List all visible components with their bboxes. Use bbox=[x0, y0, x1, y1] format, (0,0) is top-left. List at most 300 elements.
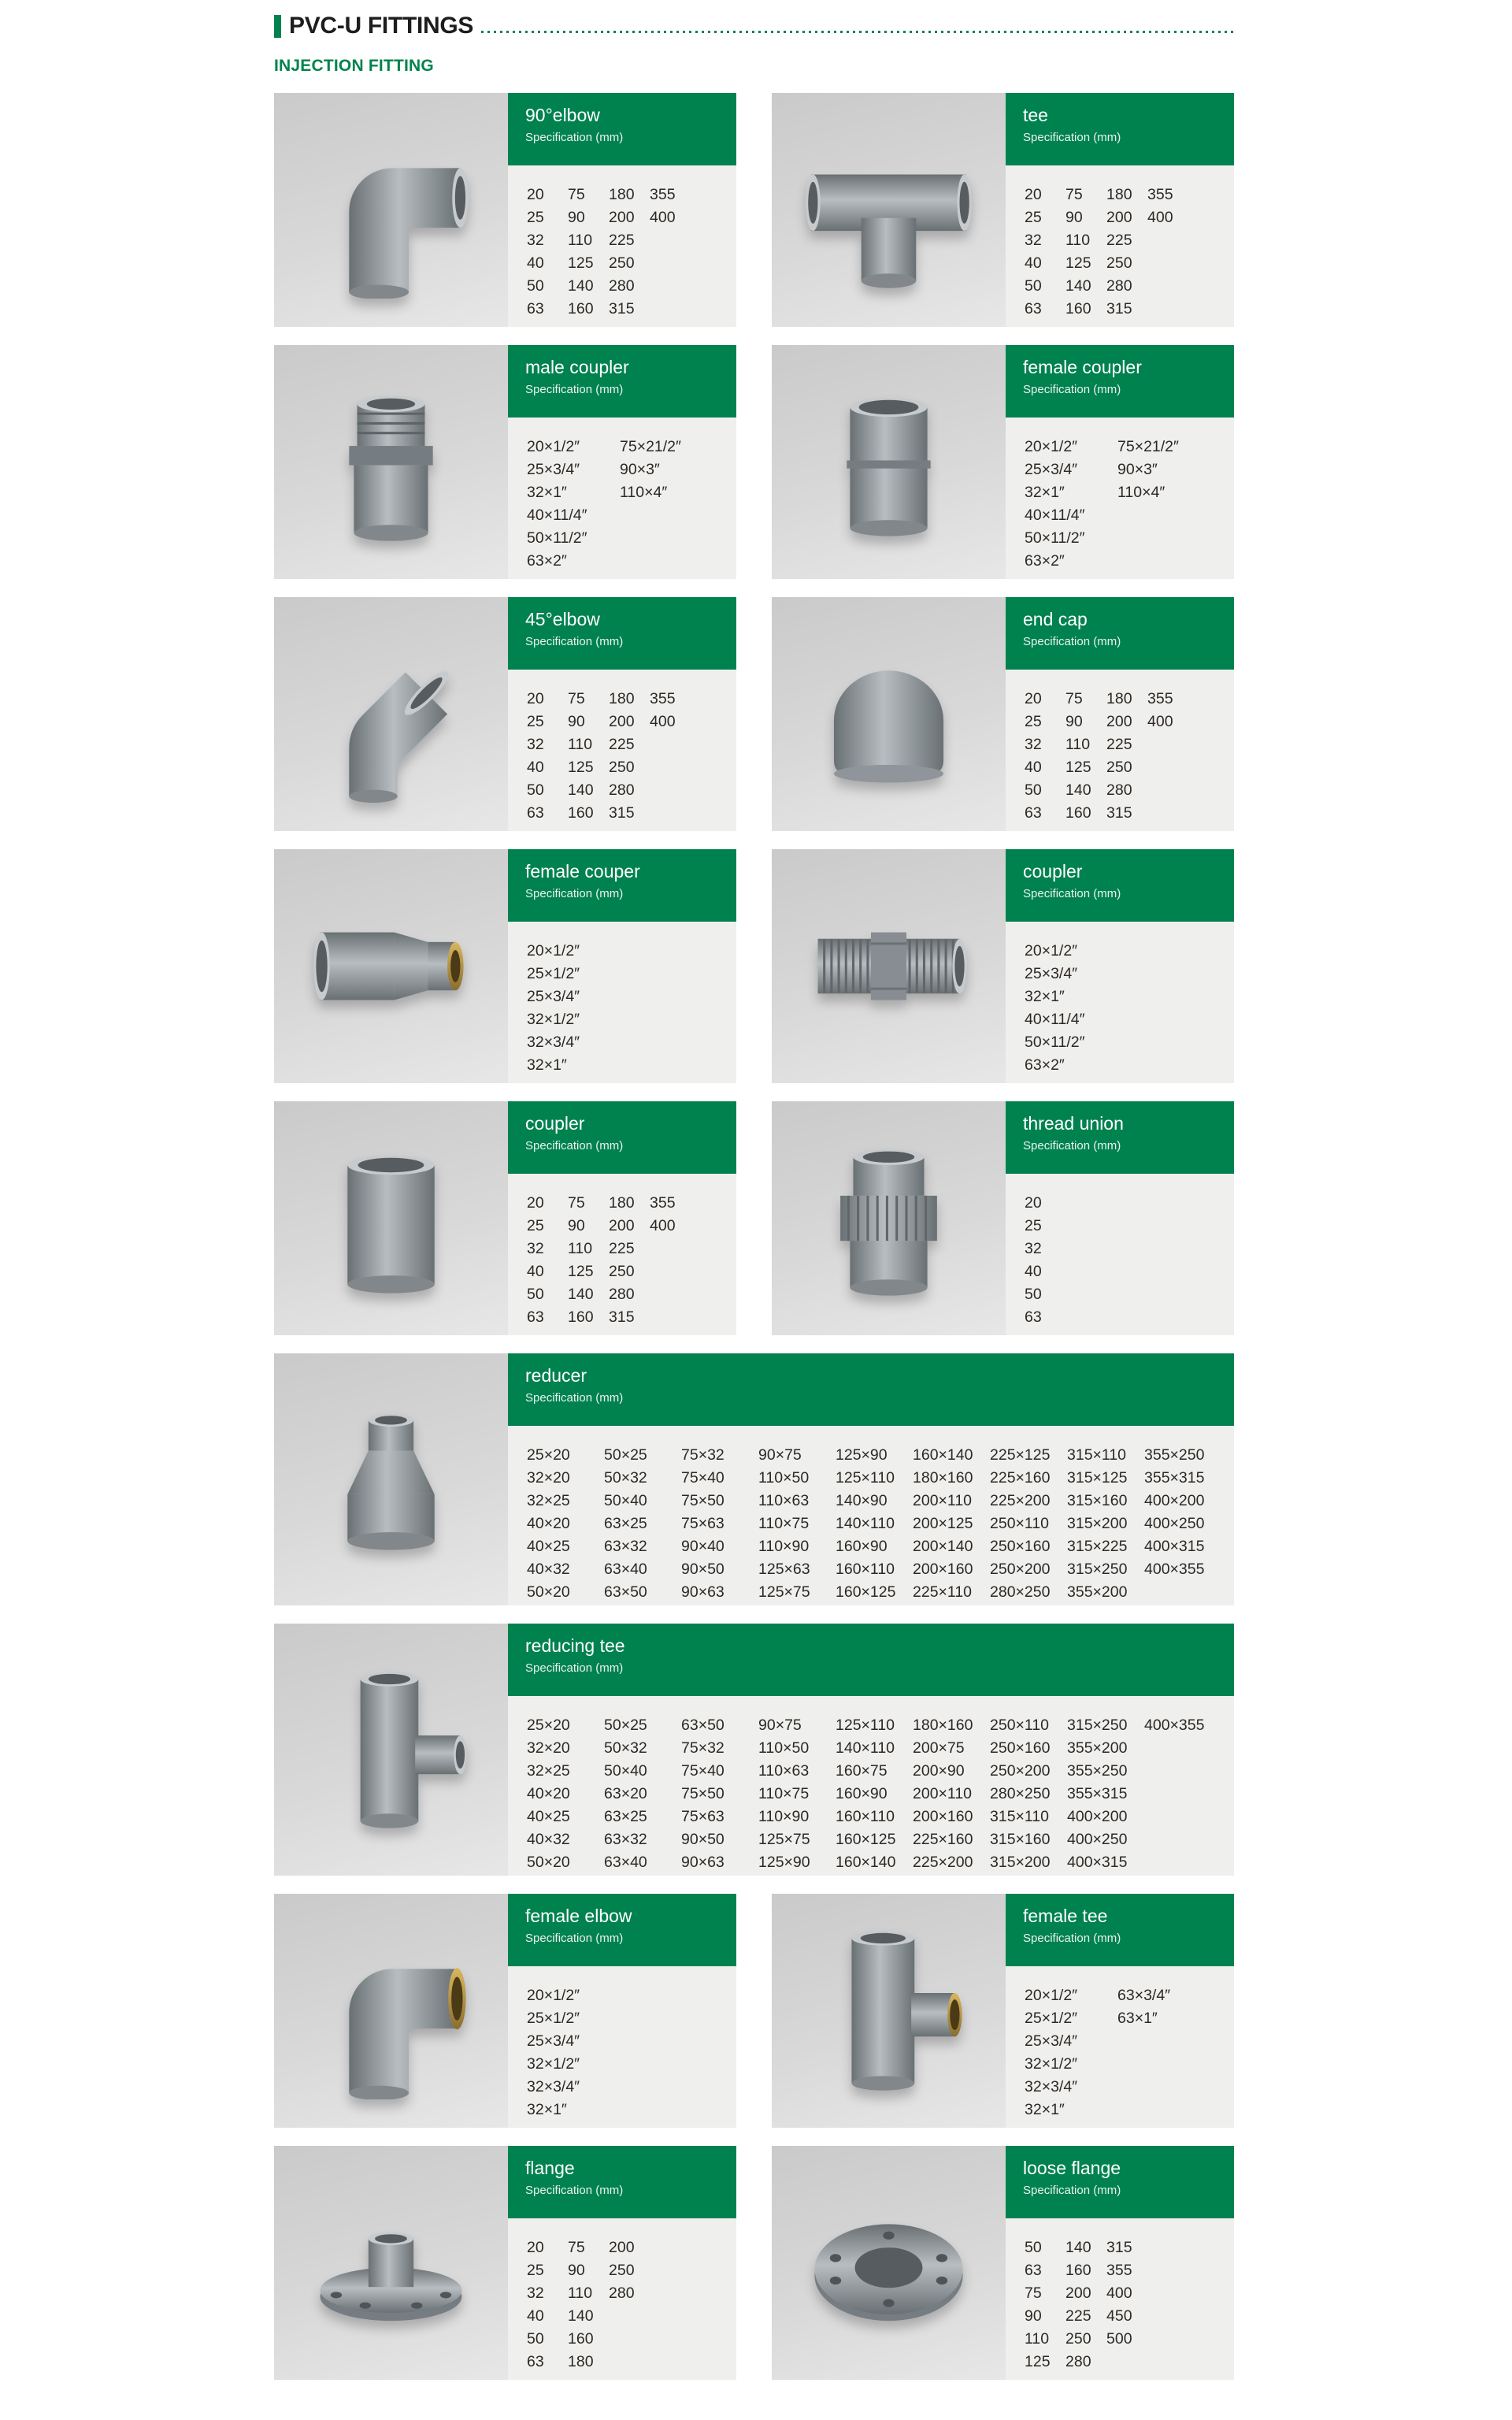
product-title: coupler bbox=[525, 1113, 585, 1134]
spec-value: 40×25 bbox=[527, 1808, 570, 1825]
spec-value: 315×160 bbox=[1067, 1492, 1128, 1509]
title-row bbox=[274, 13, 1234, 39]
spec-column bbox=[609, 2236, 645, 2305]
spec-column bbox=[1117, 1984, 1206, 2030]
spec-subtitle: Specification (mm) bbox=[1023, 2184, 1121, 2197]
spec-value: 400×315 bbox=[1144, 1538, 1205, 1555]
spec-value: 250×110 bbox=[990, 1717, 1050, 1734]
spec-value: 40×11/4″ bbox=[1025, 507, 1085, 524]
spec-value: 40×32 bbox=[527, 1561, 570, 1578]
product-card bbox=[772, 2146, 1234, 2380]
product-title: 90°elbow bbox=[525, 105, 600, 125]
spec-column bbox=[1025, 1984, 1113, 2121]
spec-value: 315×110 bbox=[1067, 1446, 1127, 1464]
spec-value: 125×110 bbox=[836, 1469, 895, 1487]
spec-value: 110×90 bbox=[758, 1538, 810, 1555]
spec-value: 225×200 bbox=[990, 1492, 1051, 1509]
spec-value: 50×25 bbox=[604, 1446, 647, 1464]
spec-column bbox=[650, 1192, 686, 1238]
spec-value: 280×250 bbox=[990, 1785, 1051, 1802]
spec-value: 75×32 bbox=[681, 1739, 724, 1757]
spec-value: 110 bbox=[568, 1240, 593, 1257]
spec-header bbox=[1006, 2146, 1234, 2218]
spec-value: 400 bbox=[1106, 2285, 1132, 2302]
female-tee-image bbox=[800, 1922, 977, 2099]
spec-value: 160 bbox=[568, 1308, 594, 1326]
product-card bbox=[772, 1894, 1234, 2128]
spec-column bbox=[527, 688, 563, 825]
spec-column bbox=[1065, 184, 1102, 321]
spec-value: 90×63 bbox=[681, 1583, 724, 1601]
spec-header bbox=[508, 1894, 736, 1966]
spec-value: 110×75 bbox=[758, 1515, 810, 1532]
spec-table bbox=[508, 2218, 736, 2380]
elbow-45-image bbox=[274, 597, 508, 831]
spec-value: 25×3/4″ bbox=[1025, 2032, 1078, 2050]
spec-panel bbox=[508, 849, 736, 1083]
spec-value: 400×315 bbox=[1067, 1854, 1128, 1871]
product-card bbox=[274, 597, 736, 831]
spec-value: 160×140 bbox=[836, 1854, 896, 1871]
spec-value: 32 bbox=[527, 1240, 544, 1257]
spec-value: 225 bbox=[1106, 232, 1132, 249]
spec-value: 50 bbox=[1025, 781, 1042, 799]
spec-value: 140 bbox=[1065, 277, 1091, 295]
page-title: PVC-U FITTINGS bbox=[289, 13, 474, 39]
spec-value: 50×32 bbox=[604, 1469, 647, 1487]
spec-value: 250 bbox=[609, 759, 635, 776]
spec-value: 400×250 bbox=[1144, 1515, 1205, 1532]
spec-value: 50×11/2″ bbox=[527, 529, 587, 547]
spec-value: 63 bbox=[527, 1308, 544, 1326]
spec-value: 20×1/2″ bbox=[527, 438, 580, 455]
spec-value: 315×250 bbox=[1067, 1561, 1128, 1578]
spec-panel bbox=[1006, 1101, 1234, 1335]
spec-value: 32×20 bbox=[527, 1739, 570, 1757]
spec-value: 250 bbox=[1106, 759, 1132, 776]
spec-value: 50×20 bbox=[527, 1583, 570, 1601]
spec-value: 160×140 bbox=[913, 1446, 973, 1464]
spec-value: 40 bbox=[1025, 254, 1042, 272]
spec-column bbox=[1025, 1192, 1061, 1329]
spec-value: 90 bbox=[568, 1217, 585, 1234]
spec-panel bbox=[508, 1353, 1234, 1605]
spec-column bbox=[681, 1444, 754, 1604]
spec-value: 90×75 bbox=[758, 1717, 802, 1734]
spec-column bbox=[1065, 2236, 1102, 2374]
spec-column bbox=[1106, 184, 1143, 321]
spec-value: 20 bbox=[1025, 690, 1042, 707]
spec-value: 140 bbox=[568, 1286, 594, 1303]
product-card bbox=[772, 849, 1234, 1083]
spec-value: 500 bbox=[1106, 2330, 1132, 2348]
spec-value: 250×200 bbox=[990, 1561, 1051, 1578]
spec-value: 180 bbox=[609, 1194, 635, 1212]
spec-value: 140 bbox=[568, 2307, 594, 2325]
female-couper-image bbox=[274, 849, 508, 1083]
product-card bbox=[772, 597, 1234, 831]
spec-value: 20 bbox=[527, 186, 544, 203]
spec-value: 110 bbox=[568, 736, 593, 753]
spec-value: 50×40 bbox=[604, 1762, 647, 1780]
spec-column bbox=[568, 184, 604, 321]
spec-value: 90×50 bbox=[681, 1831, 724, 1848]
spec-value: 25 bbox=[527, 2262, 544, 2279]
spec-value: 200 bbox=[1106, 713, 1132, 730]
spec-value: 63×50 bbox=[681, 1717, 724, 1734]
spec-value: 25×3/4″ bbox=[1025, 461, 1078, 478]
product-card bbox=[772, 93, 1234, 327]
spec-column bbox=[1117, 436, 1206, 504]
spec-header bbox=[1006, 597, 1234, 670]
spec-value: 315 bbox=[609, 1308, 635, 1326]
loose-flange-image bbox=[800, 2174, 977, 2351]
spec-subtitle: Specification (mm) bbox=[525, 383, 624, 396]
spec-value: 125×75 bbox=[758, 1831, 810, 1848]
spec-value: 125 bbox=[1025, 2353, 1051, 2370]
spec-value: 75 bbox=[568, 1194, 585, 1212]
spec-value: 20×1/2″ bbox=[1025, 438, 1078, 455]
spec-value: 355×250 bbox=[1144, 1446, 1205, 1464]
spec-header bbox=[1006, 93, 1234, 165]
spec-value: 110×4″ bbox=[620, 484, 668, 501]
female-coupler-image bbox=[772, 345, 1006, 579]
spec-value: 315 bbox=[609, 300, 635, 317]
reducer-image bbox=[274, 1353, 508, 1605]
spec-value: 32×1″ bbox=[1025, 484, 1065, 501]
spec-header bbox=[1006, 1101, 1234, 1174]
spec-value: 75×63 bbox=[681, 1515, 724, 1532]
spec-value: 63 bbox=[1025, 1308, 1042, 1326]
spec-value: 280×250 bbox=[990, 1583, 1051, 1601]
spec-value: 75×32 bbox=[681, 1446, 724, 1464]
spec-value: 25 bbox=[1025, 1217, 1042, 1234]
spec-value: 180 bbox=[609, 186, 635, 203]
spec-column bbox=[609, 688, 645, 825]
spec-table bbox=[1006, 2218, 1234, 2380]
spec-panel bbox=[508, 1101, 736, 1335]
spec-subtitle: Specification (mm) bbox=[525, 2184, 624, 2197]
spec-value: 160 bbox=[568, 804, 594, 822]
spec-panel bbox=[1006, 345, 1234, 579]
spec-header bbox=[508, 597, 736, 670]
female-coupler-image bbox=[800, 373, 977, 551]
spec-value: 25 bbox=[1025, 713, 1042, 730]
product-card bbox=[772, 1101, 1234, 1335]
spec-value: 140 bbox=[568, 781, 594, 799]
spec-value: 63×2″ bbox=[1025, 552, 1065, 570]
spec-value: 250 bbox=[1065, 2330, 1091, 2348]
spec-column bbox=[758, 1714, 831, 1874]
spec-value: 225×160 bbox=[913, 1831, 973, 1848]
spec-value: 160×75 bbox=[836, 1762, 888, 1780]
spec-subtitle: Specification (mm) bbox=[525, 1661, 624, 1675]
spec-value: 110 bbox=[1065, 736, 1091, 753]
section-title: INJECTION FITTING bbox=[274, 57, 434, 75]
spec-value: 40 bbox=[527, 759, 544, 776]
spec-value: 200×140 bbox=[913, 1538, 973, 1555]
spec-value: 32×3/4″ bbox=[1025, 2078, 1078, 2095]
spec-value: 125 bbox=[568, 759, 594, 776]
spec-value: 110×75 bbox=[758, 1785, 810, 1802]
threaded-coupler-image bbox=[772, 849, 1006, 1083]
spec-value: 225 bbox=[1106, 736, 1132, 753]
tee-image bbox=[772, 93, 1006, 327]
spec-value: 32×3/4″ bbox=[527, 2078, 580, 2095]
spec-value: 20 bbox=[1025, 186, 1042, 203]
product-title: flange bbox=[525, 2158, 575, 2178]
spec-value: 20×1/2″ bbox=[527, 1987, 580, 2004]
spec-column bbox=[1025, 436, 1113, 573]
flange-image bbox=[302, 2174, 480, 2351]
spec-column bbox=[604, 1714, 676, 1874]
spec-column bbox=[1144, 1444, 1217, 1581]
spec-value: 160×110 bbox=[836, 1561, 895, 1578]
spec-value: 280 bbox=[609, 2285, 635, 2302]
spec-column bbox=[609, 184, 645, 321]
spec-value: 225 bbox=[609, 736, 635, 753]
spec-column bbox=[681, 1714, 754, 1874]
spec-column bbox=[568, 688, 604, 825]
spec-value: 63 bbox=[1025, 804, 1042, 822]
spec-value: 20×1/2″ bbox=[1025, 1987, 1078, 2004]
spec-value: 140×110 bbox=[836, 1739, 895, 1757]
product-title: coupler bbox=[1023, 861, 1083, 882]
spec-column bbox=[1067, 1714, 1140, 1874]
spec-value: 280 bbox=[1065, 2353, 1091, 2370]
spec-value: 280 bbox=[609, 1286, 635, 1303]
spec-value: 200×160 bbox=[913, 1561, 973, 1578]
spec-header bbox=[508, 345, 736, 418]
spec-table bbox=[508, 922, 736, 1083]
spec-value: 315 bbox=[1106, 300, 1132, 317]
spec-value: 40×11/4″ bbox=[527, 507, 587, 524]
spec-value: 63×3/4″ bbox=[1117, 1987, 1171, 2004]
spec-column bbox=[527, 940, 615, 1077]
spec-value: 63 bbox=[527, 300, 544, 317]
spec-column bbox=[1025, 2236, 1061, 2374]
spec-column bbox=[1067, 1444, 1140, 1604]
spec-value: 50 bbox=[527, 781, 544, 799]
spec-value: 200×160 bbox=[913, 1808, 973, 1825]
product-title: end cap bbox=[1023, 609, 1088, 629]
spec-column bbox=[1025, 940, 1113, 1077]
spec-panel bbox=[508, 597, 736, 831]
spec-value: 32×1″ bbox=[527, 484, 567, 501]
spec-subtitle: Specification (mm) bbox=[1023, 131, 1121, 144]
spec-column bbox=[609, 1192, 645, 1329]
spec-value: 125 bbox=[568, 1263, 594, 1280]
spec-value: 32×1″ bbox=[527, 2101, 567, 2118]
spec-value: 75×21/2″ bbox=[1117, 438, 1179, 455]
spec-column bbox=[527, 1444, 599, 1604]
spec-value: 50×32 bbox=[604, 1739, 647, 1757]
spec-value: 125×75 bbox=[758, 1583, 810, 1601]
loose-flange-image bbox=[772, 2146, 1006, 2380]
spec-value: 32×1″ bbox=[1025, 2101, 1065, 2118]
spec-value: 315×110 bbox=[990, 1808, 1050, 1825]
spec-table bbox=[508, 1174, 736, 1335]
spec-column bbox=[527, 2236, 563, 2374]
female-couper-image bbox=[302, 878, 480, 1055]
spec-value: 25×3/4″ bbox=[527, 2032, 580, 2050]
spec-header bbox=[508, 849, 736, 922]
spec-value: 355 bbox=[1147, 690, 1173, 707]
spec-value: 90 bbox=[568, 713, 585, 730]
spec-value: 32 bbox=[1025, 232, 1042, 249]
spec-value: 450 bbox=[1106, 2307, 1132, 2325]
spec-value: 200×90 bbox=[913, 1762, 965, 1780]
spec-value: 90×50 bbox=[681, 1561, 724, 1578]
dotted-rule bbox=[481, 31, 1234, 33]
spec-value: 200×110 bbox=[913, 1492, 973, 1509]
spec-value: 400×355 bbox=[1144, 1561, 1205, 1578]
product-card bbox=[274, 345, 736, 579]
spec-value: 25×1/2″ bbox=[527, 965, 580, 982]
product-card bbox=[274, 1101, 736, 1335]
spec-value: 225 bbox=[609, 232, 635, 249]
spec-value: 225×160 bbox=[990, 1469, 1051, 1487]
spec-value: 63×40 bbox=[604, 1561, 647, 1578]
spec-value: 32×1/2″ bbox=[527, 2055, 580, 2073]
catalog-page bbox=[0, 13, 1512, 2380]
spec-value: 40 bbox=[527, 2307, 544, 2325]
spec-subtitle: Specification (mm) bbox=[525, 131, 624, 144]
spec-value: 125×110 bbox=[836, 1717, 895, 1734]
spec-value: 160×110 bbox=[836, 1808, 895, 1825]
spec-value: 250 bbox=[609, 2262, 635, 2279]
spec-value: 140×110 bbox=[836, 1515, 895, 1532]
spec-value: 20 bbox=[527, 690, 544, 707]
spec-subtitle: Specification (mm) bbox=[525, 1932, 624, 1945]
spec-column bbox=[527, 1192, 563, 1329]
spec-value: 32 bbox=[527, 232, 544, 249]
spec-value: 315×125 bbox=[1067, 1469, 1128, 1487]
spec-value: 400×200 bbox=[1144, 1492, 1205, 1509]
spec-value: 315×200 bbox=[1067, 1515, 1128, 1532]
spec-panel bbox=[1006, 849, 1234, 1083]
spec-column bbox=[913, 1444, 985, 1604]
spec-column bbox=[758, 1444, 831, 1604]
spec-subtitle: Specification (mm) bbox=[1023, 635, 1121, 648]
spec-value: 32 bbox=[1025, 1240, 1042, 1257]
spec-panel bbox=[1006, 1894, 1234, 2128]
spec-value: 40 bbox=[527, 1263, 544, 1280]
spec-panel bbox=[1006, 2146, 1234, 2380]
spec-value: 40 bbox=[1025, 759, 1042, 776]
spec-value: 40×25 bbox=[527, 1538, 570, 1555]
spec-value: 32×20 bbox=[527, 1469, 570, 1487]
spec-column bbox=[990, 1714, 1062, 1874]
spec-column bbox=[527, 184, 563, 321]
spec-table bbox=[508, 418, 736, 579]
spec-value: 63 bbox=[1025, 2262, 1042, 2279]
spec-value: 110×4″ bbox=[1117, 484, 1166, 501]
spec-table bbox=[1006, 670, 1234, 831]
spec-table bbox=[508, 165, 736, 327]
product-card bbox=[274, 849, 736, 1083]
spec-value: 75 bbox=[1025, 2285, 1042, 2302]
spec-value: 355×250 bbox=[1067, 1762, 1128, 1780]
spec-value: 40 bbox=[527, 254, 544, 272]
spec-panel bbox=[508, 93, 736, 327]
spec-value: 63×32 bbox=[604, 1538, 647, 1555]
spec-header bbox=[508, 1353, 1234, 1426]
spec-subtitle: Specification (mm) bbox=[1023, 1139, 1121, 1152]
spec-value: 90×40 bbox=[681, 1538, 724, 1555]
spec-value: 20 bbox=[1025, 1194, 1042, 1212]
spec-value: 200 bbox=[609, 209, 635, 226]
spec-value: 160×125 bbox=[836, 1583, 896, 1601]
spec-table bbox=[1006, 1174, 1234, 1335]
spec-column bbox=[650, 688, 686, 733]
spec-header bbox=[1006, 849, 1234, 922]
product-card bbox=[274, 1894, 736, 2128]
spec-value: 225×200 bbox=[913, 1854, 973, 1871]
spec-column bbox=[568, 1192, 604, 1329]
spec-value: 125×90 bbox=[836, 1446, 888, 1464]
spec-value: 125×90 bbox=[758, 1854, 810, 1871]
product-title: thread union bbox=[1023, 1113, 1124, 1134]
spec-panel bbox=[508, 345, 736, 579]
spec-header bbox=[1006, 1894, 1234, 1966]
spec-table bbox=[1006, 165, 1234, 327]
spec-value: 400×355 bbox=[1144, 1717, 1205, 1734]
threaded-coupler-image bbox=[800, 878, 977, 1055]
spec-value: 250×200 bbox=[990, 1762, 1051, 1780]
spec-value: 400 bbox=[650, 209, 676, 226]
spec-panel bbox=[508, 1894, 736, 2128]
spec-value: 75 bbox=[1065, 186, 1083, 203]
product-title: reducing tee bbox=[525, 1635, 625, 1656]
spec-column bbox=[1147, 184, 1184, 229]
spec-value: 90×63 bbox=[681, 1854, 724, 1871]
spec-value: 125 bbox=[568, 254, 594, 272]
coupler-image bbox=[274, 1101, 508, 1335]
spec-value: 50×25 bbox=[604, 1717, 647, 1734]
tee-image bbox=[800, 121, 977, 299]
spec-value: 63×2″ bbox=[1025, 1056, 1065, 1074]
spec-table bbox=[1006, 922, 1234, 1083]
product-title: female couper bbox=[525, 861, 640, 882]
spec-value: 75×50 bbox=[681, 1492, 724, 1509]
spec-value: 32×1/2″ bbox=[1025, 2055, 1078, 2073]
spec-value: 400 bbox=[1147, 209, 1173, 226]
product-card bbox=[274, 93, 736, 327]
spec-value: 250×160 bbox=[990, 1739, 1051, 1757]
spec-value: 180 bbox=[609, 690, 635, 707]
spec-value: 160 bbox=[1065, 300, 1091, 317]
spec-value: 32×1/2″ bbox=[527, 1011, 580, 1028]
spec-value: 160 bbox=[568, 300, 594, 317]
page-header bbox=[274, 13, 1234, 76]
spec-value: 355×200 bbox=[1067, 1739, 1128, 1757]
spec-value: 400 bbox=[650, 1217, 676, 1234]
spec-column bbox=[990, 1444, 1062, 1604]
spec-value: 25 bbox=[1025, 209, 1042, 226]
spec-value: 40 bbox=[1025, 1263, 1042, 1280]
spec-value: 75 bbox=[568, 186, 585, 203]
spec-value: 50 bbox=[1025, 1286, 1042, 1303]
spec-table bbox=[508, 670, 736, 831]
spec-value: 90×75 bbox=[758, 1446, 802, 1464]
spec-value: 315×160 bbox=[990, 1831, 1051, 1848]
spec-value: 140 bbox=[1065, 2239, 1091, 2256]
spec-value: 200 bbox=[609, 713, 635, 730]
spec-header bbox=[508, 2146, 736, 2218]
spec-value: 160 bbox=[1065, 804, 1091, 822]
spec-value: 110×50 bbox=[758, 1739, 810, 1757]
